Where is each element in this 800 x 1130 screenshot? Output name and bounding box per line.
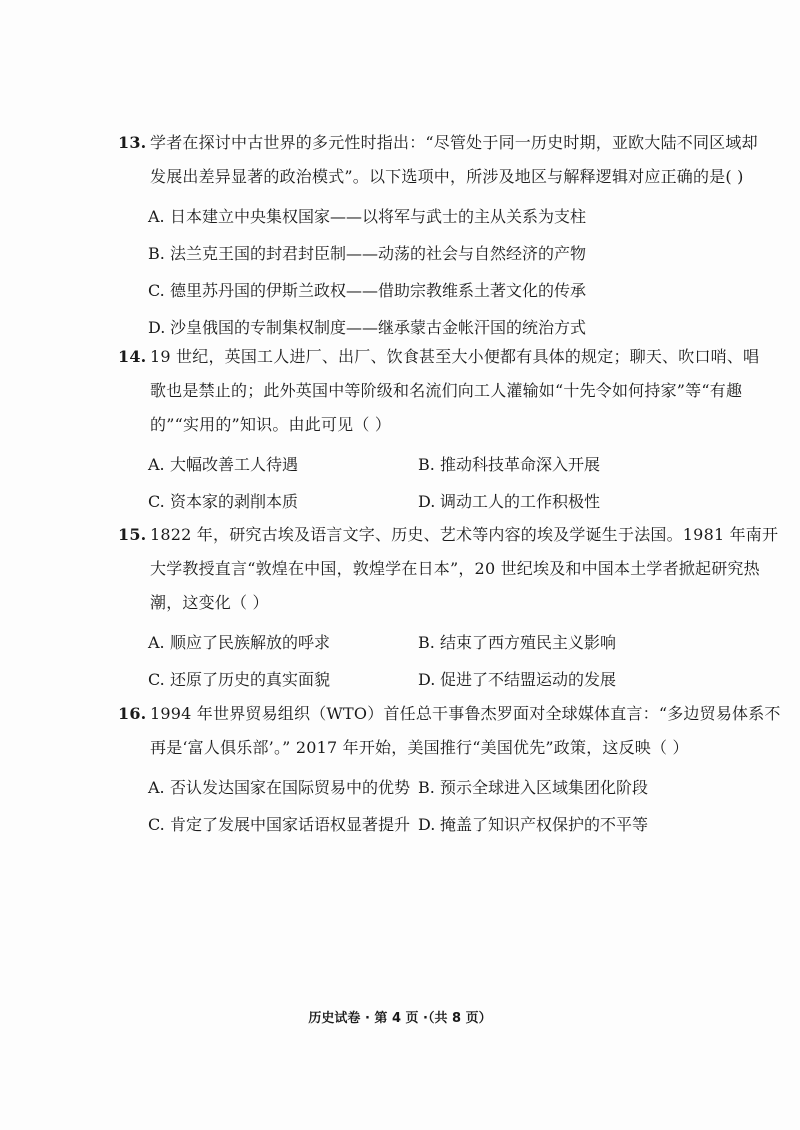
option-d: D. 沙皇俄国的专制集权制度——继承蒙古金帐汗国的统治方式 bbox=[148, 318, 587, 337]
option-a: A. 日本建立中央集权国家——以将军与武士的主从关系为支柱 bbox=[148, 207, 587, 226]
option-c: C. 德里苏丹国的伊斯兰政权——借助宗教维系土著文化的传承 bbox=[148, 281, 587, 300]
option-a: A. 顺应了民族解放的呼求 bbox=[148, 633, 331, 652]
option-c: C. 肯定了发展中国家话语权显著提升 bbox=[148, 815, 411, 834]
option-b: B. 法兰克王国的封君封臣制——动荡的社会与自然经济的产物 bbox=[148, 244, 587, 263]
question-number: 15. bbox=[118, 525, 147, 544]
question-14 bbox=[118, 340, 760, 520]
option-row bbox=[148, 483, 698, 520]
option-d: D. 掩盖了知识产权保护的不平等 bbox=[418, 815, 649, 834]
question-15 bbox=[118, 518, 779, 698]
question-stem-line: 16. 1994 年世界贸易组织（WTO）首任总干事鲁杰罗面对全球媒体直言：“多边贸易体系不 bbox=[118, 697, 698, 731]
option-b: B. 结束了西方殖民主义影响 bbox=[418, 633, 617, 652]
option-c: C. 资本家的剥削本质 bbox=[148, 492, 299, 511]
question-stem-line: 14. 19 世纪，英国工人进厂、出厂、饮食甚至大小便都有具体的规定；聊天、吹口哨、唱 bbox=[118, 340, 698, 374]
question-number: 13. bbox=[118, 133, 147, 152]
question-stem-line: 的”“实用的”知识。由此可见（ ） bbox=[150, 415, 392, 434]
question-16 bbox=[118, 697, 781, 843]
question-number: 16. bbox=[118, 704, 147, 723]
option-b: B. 预示全球进入区域集团化阶段 bbox=[418, 778, 649, 797]
option-row bbox=[148, 806, 698, 843]
option-d: D. 促进了不结盟运动的发展 bbox=[418, 670, 617, 689]
option-row bbox=[148, 769, 698, 806]
question-stem-line: 潮，这变化（ ） bbox=[150, 593, 269, 612]
option-row bbox=[148, 661, 698, 698]
question-13 bbox=[118, 126, 758, 346]
option-b: B. 推动科技革命深入开展 bbox=[418, 455, 601, 474]
options-list bbox=[118, 198, 698, 346]
options-list bbox=[118, 446, 698, 520]
question-stem-line: 歌也是禁止的；此外英国中等阶级和名流们向工人灌输如“十先令如何持家”等“有趣 bbox=[150, 381, 743, 400]
option-a: A. 否认发达国家在国际贸易中的优势 bbox=[148, 778, 411, 797]
options-list bbox=[118, 769, 698, 843]
option-row bbox=[148, 446, 698, 483]
question-stem-line: 大学教授直言“敦煌在中国，敦煌学在日本”，20 世纪埃及和中国本土学者掀起研究热 bbox=[150, 559, 760, 578]
question-stem-line: 15. 1822 年，研究古埃及语言文字、历史、艺术等内容的埃及学诞生于法国。1981 年南开 bbox=[118, 518, 698, 552]
option-c: C. 还原了历史的真实面貌 bbox=[148, 670, 331, 689]
page-footer: 历史试卷 · 第 4 页 ·（共 8 页） bbox=[308, 1011, 492, 1026]
question-number: 14. bbox=[118, 347, 147, 366]
option-d: D. 调动工人的工作积极性 bbox=[418, 492, 601, 511]
options-list bbox=[118, 624, 698, 698]
option-a: A. 大幅改善工人待遇 bbox=[148, 455, 299, 474]
question-stem-line: 发展出差异显著的政治模式”。以下选项中，所涉及地区与解释逻辑对应正确的是( ) bbox=[150, 167, 744, 186]
question-stem-line: 再是‘富人俱乐部’。” 2017 年开始，美国推行“美国优先”政策，这反映（ ） bbox=[150, 738, 689, 757]
option-row bbox=[148, 624, 698, 661]
question-stem-line: 13. 学者在探讨中古世界的多元性时指出：“尽管处于同一历史时期，亚欧大陆不同区域却 bbox=[118, 126, 698, 160]
